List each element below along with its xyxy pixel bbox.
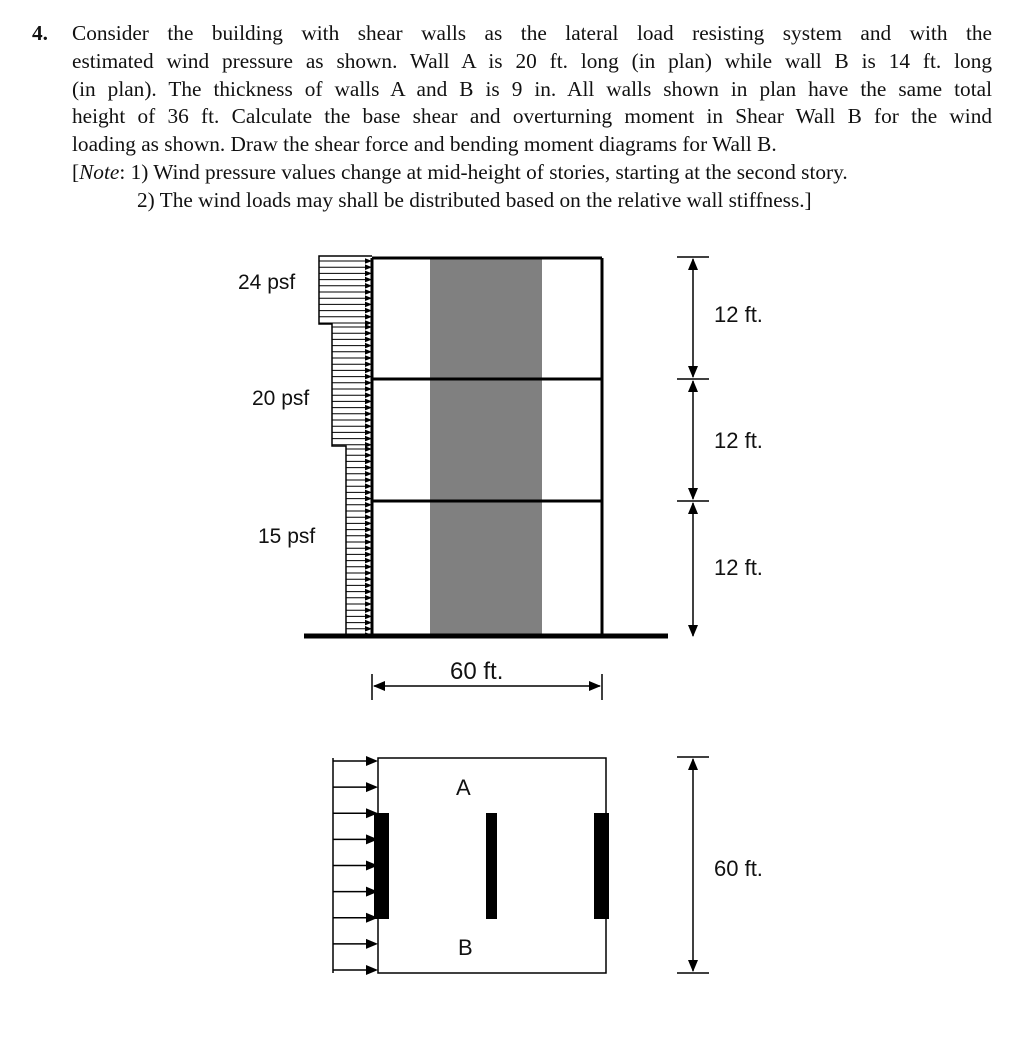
problem-line-5: loading as shown. Draw the shear force and bending moment diagrams for Wall B. <box>72 132 777 157</box>
story-height-top: 12 ft. <box>714 302 763 327</box>
wall-b-label: B <box>458 935 473 960</box>
plan-view <box>333 756 763 975</box>
problem-line-4: height of 36 ft. Calculate the base shear and overturning moment in Shear Wall B for the wind <box>72 104 992 129</box>
wall-a-label: A <box>456 775 471 800</box>
plan-wind-arrowhead <box>366 756 378 766</box>
plan-right-wall <box>594 813 609 919</box>
elevation-shear-wall <box>430 258 542 635</box>
story-height-middle: 12 ft. <box>714 428 763 453</box>
plan-wind-arrows <box>333 756 378 975</box>
pressure-label-bottom: 15 psf <box>258 525 316 548</box>
plan-wind-arrowhead <box>366 939 378 949</box>
story-height-dimension <box>677 257 709 636</box>
plan-wind-arrowhead <box>366 782 378 792</box>
note-line-2: 2) The wind loads may shall be distributed based on the relative wall stiffness.] <box>137 187 812 212</box>
plan-wind-arrowhead <box>366 965 378 975</box>
pressure-label-top: 24 psf <box>238 271 296 294</box>
problem-line-2: estimated wind pressure as shown. Wall A is 20 ft. long (in plan) while wall B is 14 ft. long <box>72 48 992 73</box>
problem-line-1: Consider the building with shear walls as the lateral load resisting system and with the <box>72 21 992 45</box>
note-open-bracket: [ <box>72 159 80 184</box>
elevation-view <box>238 256 763 700</box>
plan-depth-dimension <box>677 757 709 973</box>
note-label: Note <box>79 159 120 184</box>
note-line-1-text: : 1) Wind pressure values change at mid-height of stories, starting at the second story. <box>119 159 848 184</box>
building-width-label: 60 ft. <box>450 658 504 685</box>
story-height-bottom: 12 ft. <box>714 555 763 580</box>
pressure-label-middle: 20 psf <box>252 387 310 410</box>
plan-depth-label: 60 ft. <box>714 856 763 881</box>
problem-line-3: (in plan). The thickness of walls A and B is 9 in. All walls shown in plan have the same total <box>72 76 992 101</box>
plan-center-wall <box>486 813 497 919</box>
problem-number: 4. <box>32 21 48 45</box>
